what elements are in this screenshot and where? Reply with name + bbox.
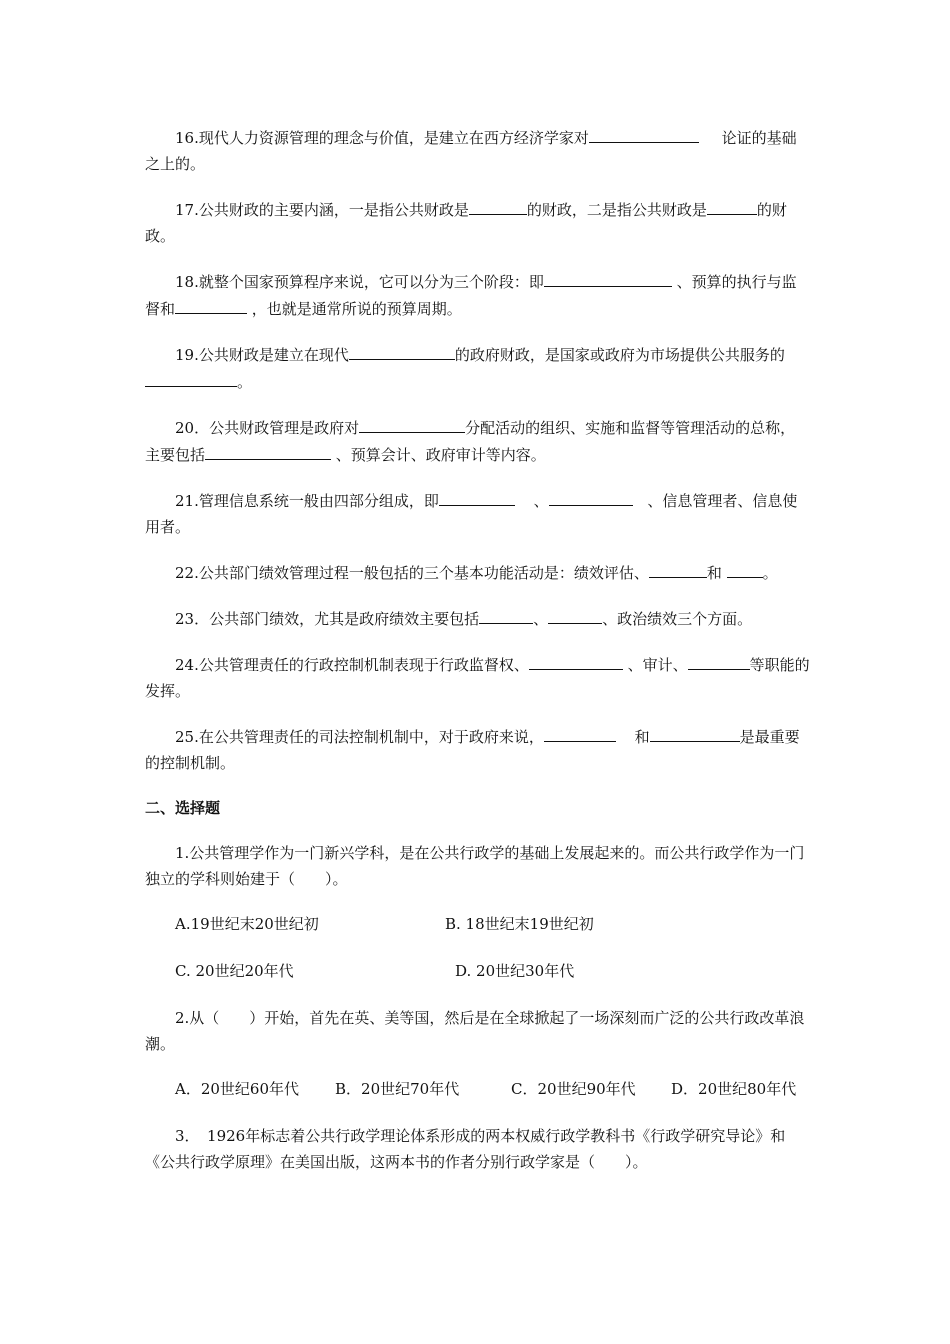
q20-text-a: 20．公共财政管理是政府对 (175, 419, 360, 437)
q18-text-c: ，也就是通常所说的预算周期。 (247, 300, 462, 318)
question-23 (145, 605, 810, 632)
q16-text-a: 16.现代人力资源管理的理念与价值，是建立在西方经济学家对 (175, 129, 589, 147)
q18-text-b: 、预算的执行与监督和 (145, 273, 797, 318)
section-heading: 二、选择题 (145, 799, 221, 817)
q17-text-a: 17.公共财政的主要内涵，一是指公共财政是 (175, 201, 469, 219)
option-c[interactable]: C．20世纪90年代 (511, 1080, 636, 1098)
q19-text-a: 19.公共财政是建立在现代 (175, 346, 349, 364)
q20-text-c: 、预算会计、政府审计等内容。 (331, 446, 546, 464)
option-a[interactable]: A．20世纪60年代 (175, 1080, 300, 1098)
answer-blank[interactable] (688, 651, 750, 670)
answer-blank[interactable] (469, 196, 527, 215)
question-25 (145, 723, 810, 776)
choice-question-1: 1.公共管理学作为一门新兴学科，是在公共行政学的基础上发展起来的。而公共行政学作为一门独立的学科则始建于（ ）。 (145, 844, 805, 888)
q22-text-c: 。 (762, 564, 778, 582)
answer-blank[interactable] (589, 124, 699, 143)
answer-blank[interactable] (650, 723, 740, 742)
answer-blank[interactable] (439, 487, 515, 506)
q19-text-b: 的政府财政，是国家或政府为市场提供公共服务的 (454, 346, 785, 364)
answer-blank[interactable] (349, 341, 455, 360)
answer-blank[interactable] (544, 268, 672, 287)
option-c[interactable]: C. 20世纪20年代 (175, 962, 294, 980)
option-a[interactable]: A.19世纪末20世纪初 (175, 915, 319, 933)
q25-text-b: 和 (629, 728, 650, 746)
q1-options-row1 (145, 911, 810, 937)
answer-blank[interactable] (548, 605, 602, 624)
q1-options-row2 (145, 958, 810, 984)
question-16 (145, 124, 810, 177)
q17-text-c: 的财政。 (145, 201, 787, 245)
question-24 (145, 651, 810, 704)
choice-question-3: 3． 1926年标志着公共行政学理论体系形成的两本权威行政学教科书《行政学研究导论》和《公共行政学原理》在美国出版，这两本书的作者分别行政学家是（ ）。 (145, 1127, 786, 1171)
answer-blank[interactable] (359, 414, 465, 433)
question-17 (145, 196, 810, 249)
option-d[interactable]: D. 20世纪30年代 (455, 962, 575, 980)
option-b[interactable]: B．20世纪70年代 (335, 1080, 460, 1098)
question-20 (145, 414, 810, 468)
q21-text-a: 21.管理信息系统一般由四部分组成，即 (175, 492, 439, 510)
option-b[interactable]: B. 18世纪末19世纪初 (445, 915, 594, 933)
q22-text-b: 和 (706, 564, 727, 582)
answer-blank[interactable] (205, 441, 331, 460)
question-19 (145, 341, 810, 395)
answer-blank[interactable] (145, 368, 237, 387)
choice-question-2: 2.从（ ）开始，首先在英、美等国，然后是在全球掀起了一场深刻而广泛的公共行政改革浪潮。 (145, 1009, 805, 1053)
option-d[interactable]: D．20世纪80年代 (671, 1080, 797, 1098)
q16-text-b: 论证的基础之上的。 (145, 129, 797, 173)
answer-blank[interactable] (479, 605, 533, 624)
q24-text-a: 24.公共管理责任的行政控制机制表现于行政监督权、 (175, 656, 529, 674)
q2-options-row (145, 1076, 810, 1102)
q19-text-c: 。 (237, 373, 253, 391)
q23-text-c: 、政治绩效三个方面。 (602, 610, 753, 628)
q23-text-a: 23．公共部门绩效，尤其是政府绩效主要包括 (175, 610, 480, 628)
q20-text-b: 分配活动的组织、实施和监督等管理活动的总称，主要包括 (145, 419, 796, 464)
q23-text-b: 、 (533, 610, 549, 628)
q18-text-a: 18.就整个国家预算程序来说，它可以分为三个阶段：即 (175, 273, 544, 291)
q17-text-b: 的财政，二是指公共财政是 (526, 201, 707, 219)
answer-blank[interactable] (175, 295, 247, 314)
question-18 (145, 268, 810, 322)
answer-blank[interactable] (707, 196, 757, 215)
question-22 (145, 559, 810, 586)
q22-text-a: 22.公共部门绩效管理过程一般包括的三个基本功能活动是：绩效评估、 (175, 564, 649, 582)
answer-blank[interactable] (544, 723, 616, 742)
answer-blank[interactable] (529, 651, 623, 670)
q21-text-c: 、信息管理者、信息使用者。 (145, 492, 798, 536)
answer-blank[interactable] (727, 559, 763, 578)
q25-text-a: 25.在公共管理责任的司法控制机制中，对于政府来说， (175, 728, 544, 746)
question-21 (145, 487, 810, 540)
answer-blank[interactable] (549, 487, 633, 506)
q25-text-c: 是最重要的控制机制。 (145, 728, 800, 772)
document-page (145, 124, 810, 1194)
q24-text-b: 、审计、 (622, 656, 688, 674)
q21-text-b: 、 (528, 492, 549, 510)
answer-blank[interactable] (649, 559, 707, 578)
q24-text-c: 等职能的发挥。 (145, 656, 810, 700)
